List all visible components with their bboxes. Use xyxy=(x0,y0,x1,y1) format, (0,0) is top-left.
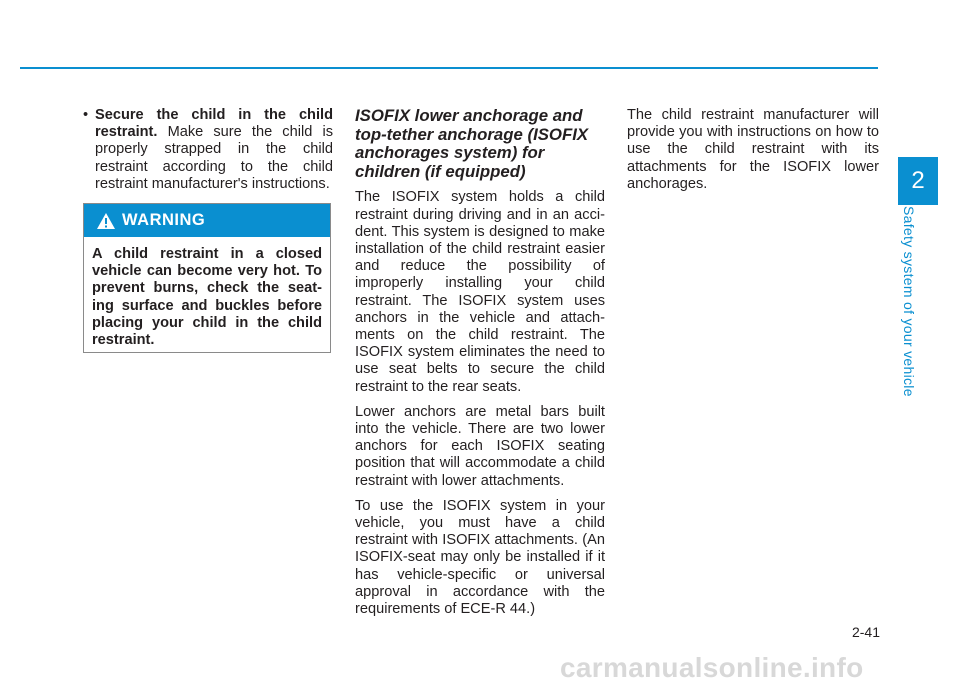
middle-column xyxy=(355,107,605,626)
chapter-number: 2 xyxy=(911,167,925,194)
warning-triangle-icon xyxy=(96,212,116,230)
page-number: 2-41 xyxy=(851,624,880,640)
section-heading: ISOFIX lower anchorage and top-tether anchorage (ISOFIX anchorages system) for children (if equipped) xyxy=(355,106,589,181)
chapter-tab xyxy=(898,157,938,205)
warning-text: A child restraint in a closed vehicle can become very hot. To prevent burns, check the seat-ing surface and buckles before placing your child in the child restraint. xyxy=(92,246,322,349)
footer-watermark: carmanualsonline.info xyxy=(560,652,864,683)
bullet-dot: • xyxy=(83,107,89,123)
paragraph: Lower anchors are metal bars built into the vehicle. There are two lower anchors for each ISOFIX seating position that will accommodate a child restraint with lower attachments. xyxy=(355,403,605,489)
paragraph: The ISOFIX system holds a child restraint during driving and in an acci-dent. This system is designed to make installation of the child restraint easier and reduce the possibility of improperly installing your child restraint. The ISOFIX system uses anchors in the vehicle and attach-ments on the child restraint. The ISOFIX system eliminates the need to use seat belts to secure the child restraint to the rear seats. xyxy=(355,189,605,395)
paragraph: To use the ISOFIX system in your vehicle, you must have a child restraint with ISOFIX attachments. (An ISOFIX-seat may only be installed if it has vehicle-specific or universal approval in accordance with the requirements of ECE-R 44.) xyxy=(355,497,605,618)
paragraph: The child restraint manufacturer will provide you with instructions on how to use the child restraint with its attachments for the ISOFIX lower anchorages. xyxy=(627,107,879,192)
bullet-item xyxy=(83,107,333,193)
right-column xyxy=(627,107,879,201)
top-rule xyxy=(20,67,878,69)
warning-title: WARNING xyxy=(122,211,206,229)
bullet-text: Make sure the child is properly strapped in the child restraint according to the child restraint manufacturer's instructions. xyxy=(95,124,333,192)
bullet-lead: Secure the child in the child restraint. xyxy=(95,107,333,141)
chapter-title: Safety system of your vehicle xyxy=(901,206,917,397)
warning-box xyxy=(83,203,331,353)
left-column xyxy=(83,107,333,193)
warning-header xyxy=(84,204,330,237)
